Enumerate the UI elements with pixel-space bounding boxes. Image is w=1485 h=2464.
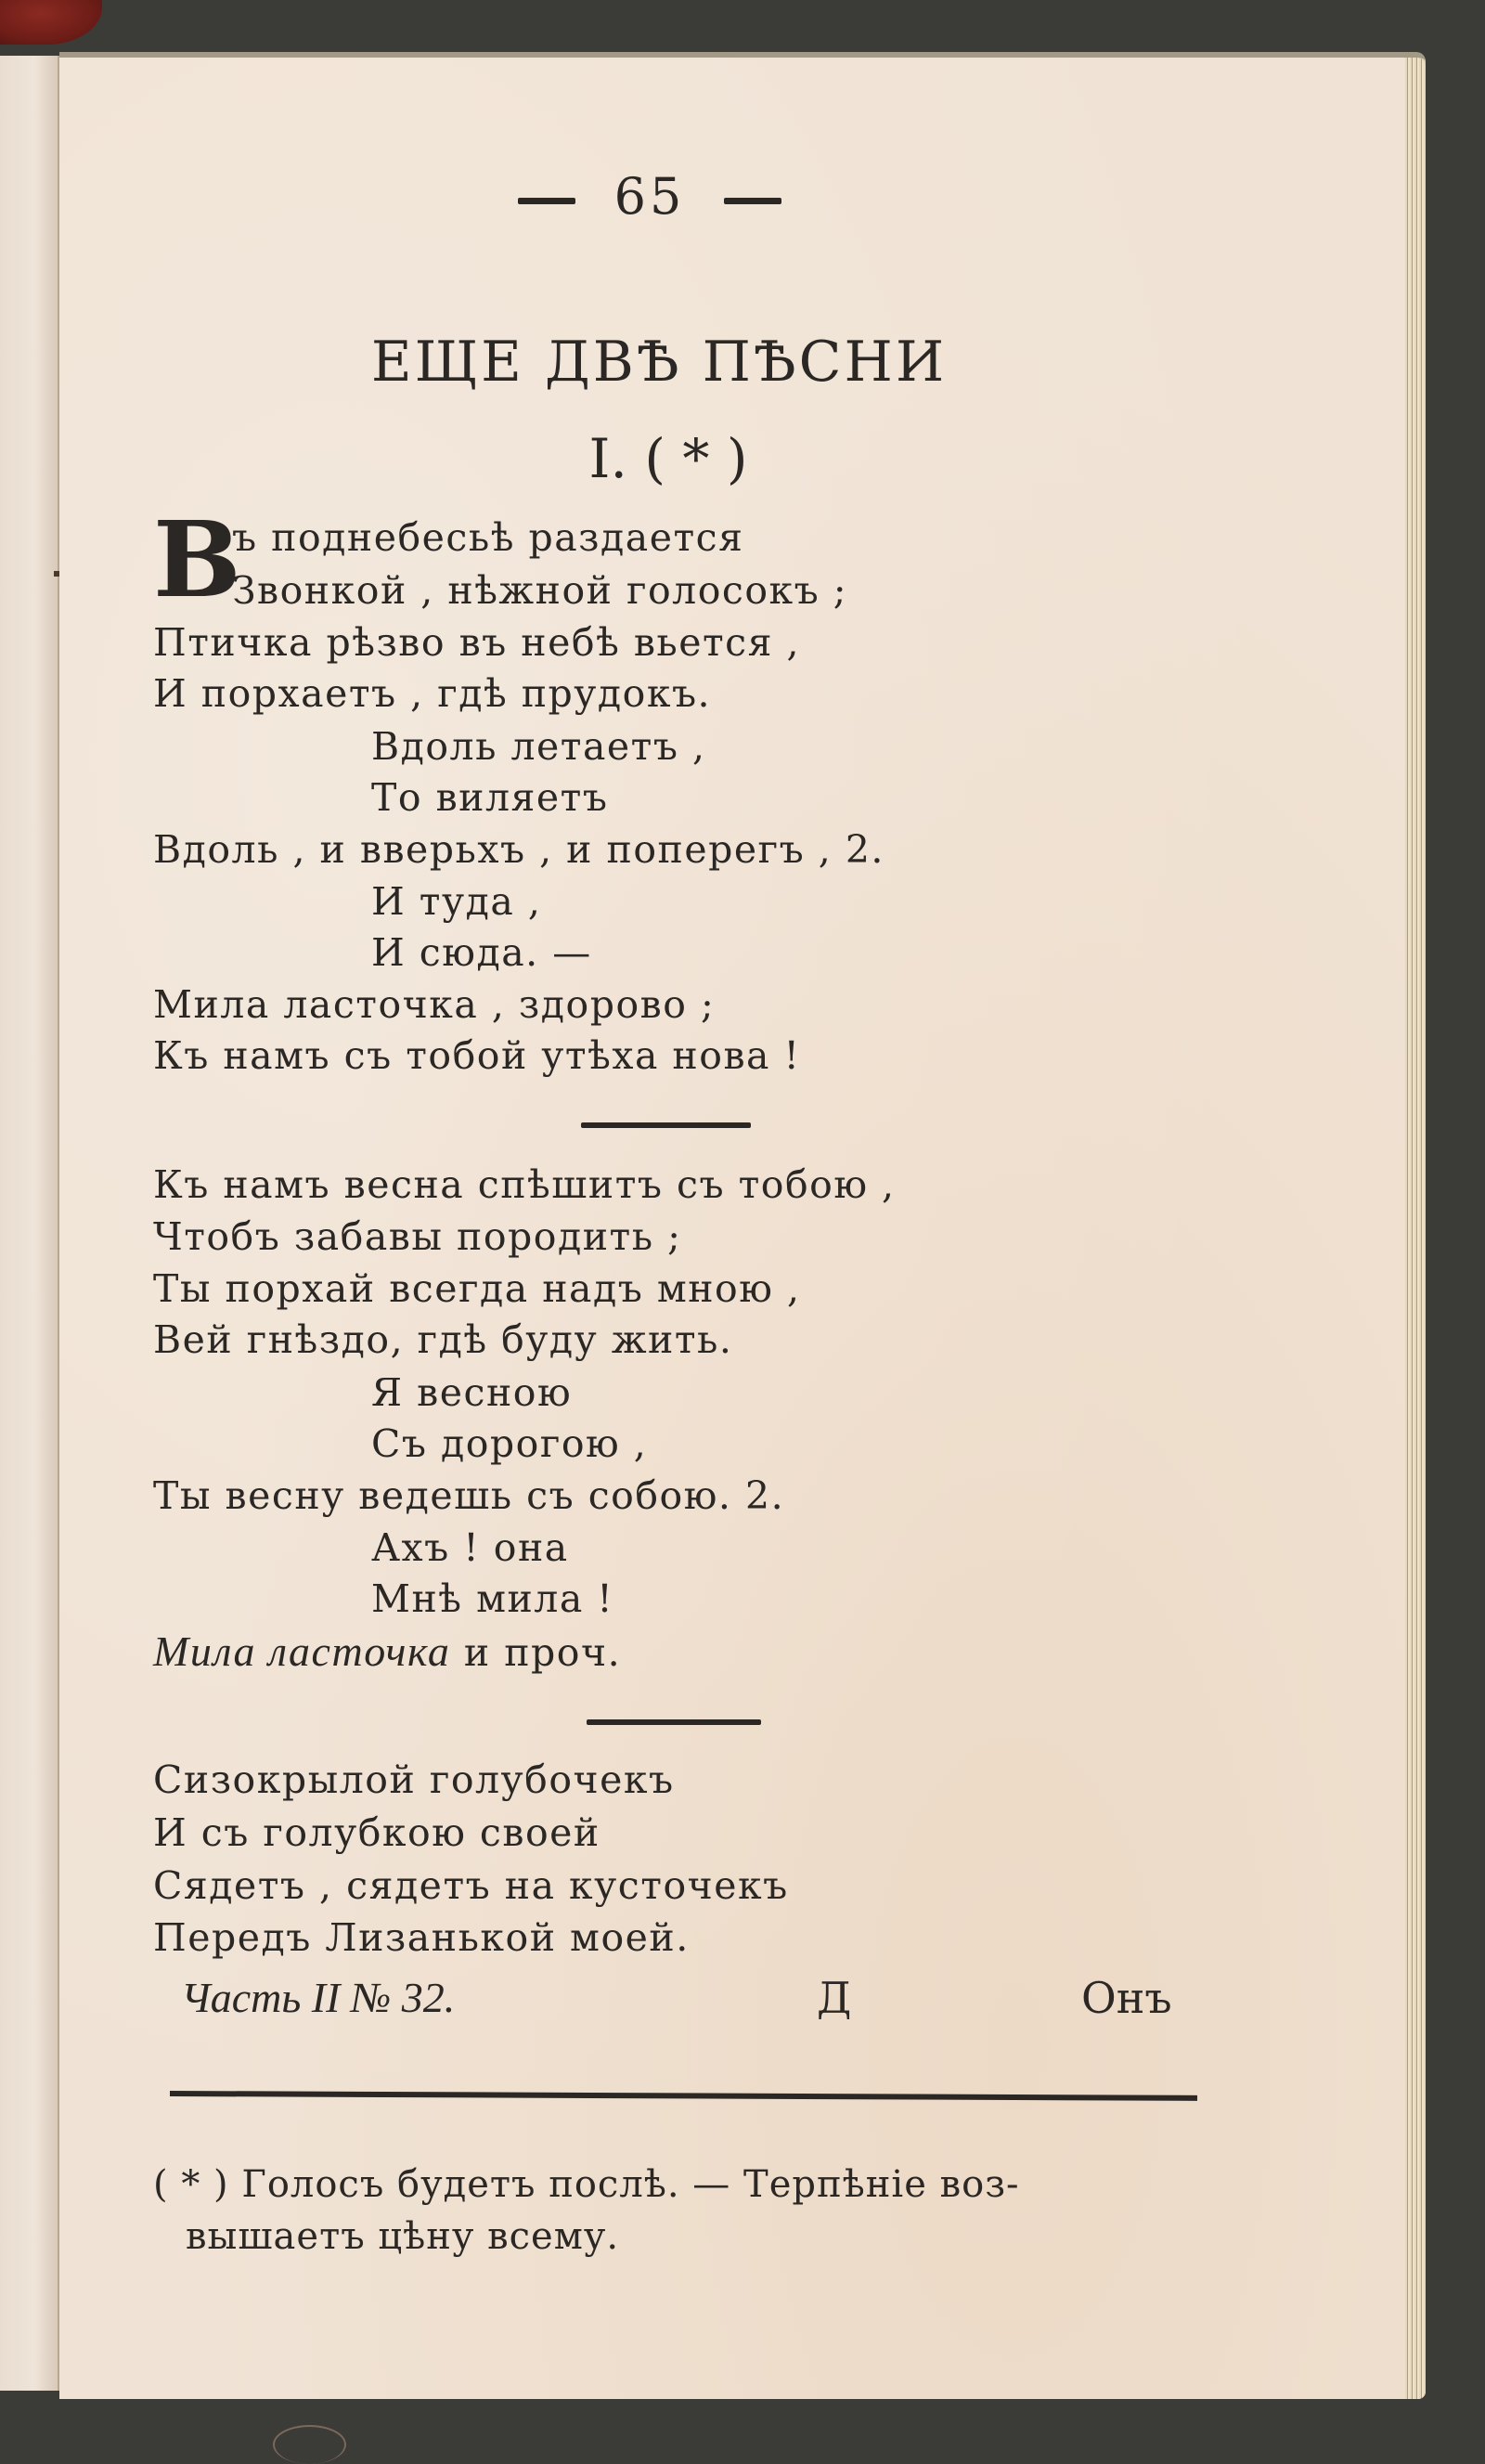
facing-page-edge [0, 56, 59, 2391]
page-fore-edge [1405, 58, 1426, 2399]
verse-line: Ахъ ! она [371, 1525, 569, 1570]
library-stamp-trace [273, 2425, 346, 2464]
footnote-line: вышаетъ цѣну всему. [186, 2215, 620, 2258]
refrain-italic: Мила ласточка [153, 1628, 451, 1675]
page-title: ЕЩЕ ДВѢ ПѢСНИ [370, 330, 948, 395]
verse-line: Къ намъ съ тобой утѣха нова ! [153, 1033, 801, 1078]
verse-line: Ты весну ведешь съ собою. 2. [153, 1473, 785, 1518]
verse-line: И съ голубкою своей [153, 1810, 600, 1855]
verse-line: Мнѣ мила ! [371, 1576, 614, 1621]
verse-line: Чтобъ забавы породить ; [153, 1214, 682, 1259]
verse-line: Вей гнѣздо, гдѣ буду жить. [153, 1317, 733, 1362]
page-header [418, 167, 882, 226]
verse-line: И сюда. — [371, 930, 592, 975]
verse-line: Вдоль летаетъ , [371, 724, 706, 769]
song-number: I. ( * ) [588, 427, 748, 490]
verse-line: Съ дорогою , [371, 1421, 648, 1466]
header-rule-left [518, 198, 575, 204]
drop-cap: В [153, 499, 241, 621]
signature-mark: Д [817, 1973, 852, 2023]
verse-line: Звонкой , нѣжной голосокъ ; [232, 568, 848, 613]
verse-line: Ты порхай всегда надъ мною , [153, 1266, 801, 1311]
catchword: Онъ [1081, 1973, 1172, 2023]
verse-line: Вдоль , и вверьхъ , и поперегъ , 2. [153, 827, 885, 872]
verse-line: Передъ Лизанькой моей. [153, 1915, 690, 1960]
stanza-divider [587, 1719, 761, 1725]
stanza-divider [581, 1122, 751, 1128]
verse-line: Я весною [371, 1370, 573, 1415]
verse-line: Къ намъ весна спѣшитъ съ тобою , [153, 1162, 896, 1207]
page-number: 65 [613, 167, 686, 226]
verse-line: То виляетъ [371, 775, 609, 820]
verse-line: ъ поднебесьѣ раздается [232, 515, 744, 560]
refrain-line [153, 1627, 621, 1676]
footnote-line: ( * ) Голосъ будетъ послѣ. — Терпѣніе воз- [153, 2163, 1020, 2206]
verse-line: Сядетъ , сядетъ на кусточекъ [153, 1863, 789, 1908]
verse-line: Мила ласточка , здорово ; [153, 982, 716, 1027]
verse-line: Сизокрылой голубочекъ [153, 1757, 675, 1802]
verse-line: И туда , [371, 879, 542, 924]
part-number: Часть II № 32. [181, 1974, 456, 2021]
verse-line: Птичка рѣзво въ небѣ вьется , [153, 620, 801, 665]
bookmark-ribbon [0, 0, 102, 45]
header-rule-right [724, 198, 781, 204]
verse-line: И порхаетъ , гдѣ прудокъ. [153, 671, 712, 716]
refrain-tail: и проч. [450, 1630, 622, 1675]
